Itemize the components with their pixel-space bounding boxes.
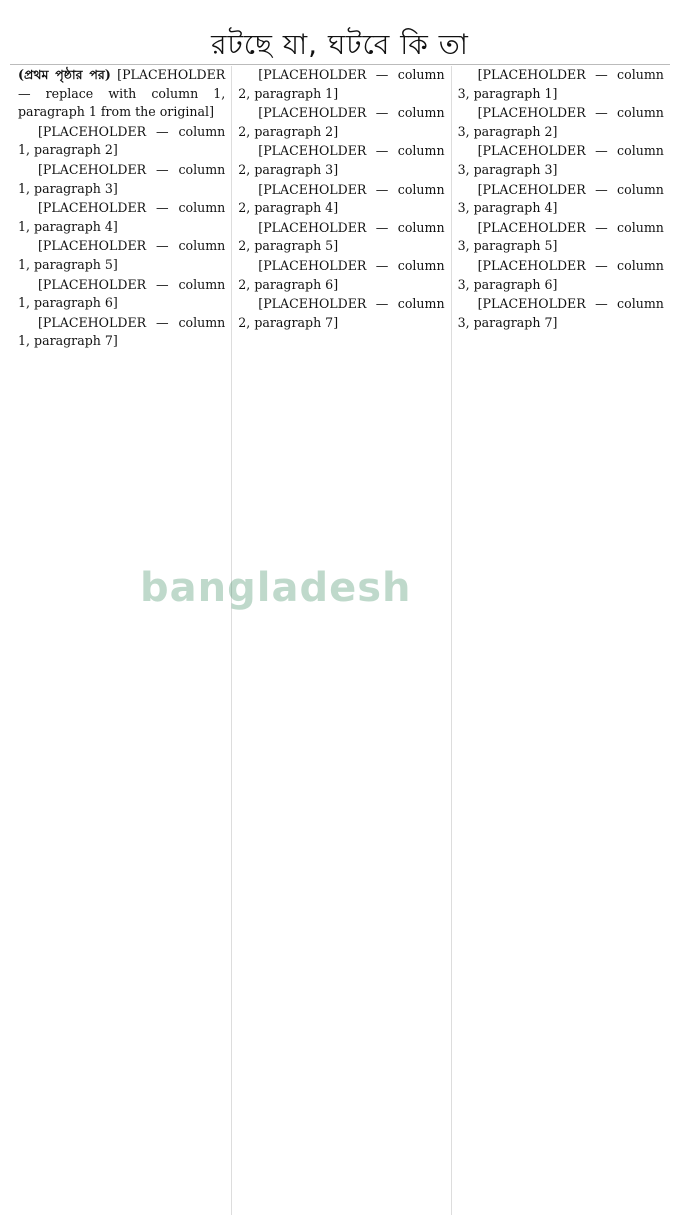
paragraph-5: [PLACEHOLDER — column 2, paragraph 5]	[238, 219, 445, 254]
paragraph-3: [PLACEHOLDER — column 3, paragraph 3]	[457, 143, 664, 177]
paragraph-7: [PLACEHOLDER — column 3, paragraph 7]	[457, 296, 664, 330]
paragraph-6: [PLACEHOLDER — column 2, paragraph 6]	[238, 257, 445, 292]
paragraph-1: [PLACEHOLDER — column 2, paragraph 1]	[238, 67, 445, 101]
paragraph-3: [PLACEHOLDER — column 2, paragraph 3]	[238, 143, 445, 177]
paragraph-1: [PLACEHOLDER — column 3, paragraph 1]	[457, 67, 664, 101]
paragraph-6: [PLACEHOLDER — column 3, paragraph 6]	[457, 257, 664, 292]
paragraph-7: [PLACEHOLDER — column 2, paragraph 7]	[238, 296, 445, 330]
continuation-label: (প্রথম পৃষ্ঠার পর)	[18, 67, 111, 82]
paragraph-5: [PLACEHOLDER — column 1, paragraph 5]	[18, 238, 226, 272]
paragraph-7: [PLACEHOLDER — column 1, paragraph 7]	[18, 314, 226, 349]
article-column-2	[231, 66, 450, 1215]
site-watermark: bangladesh	[140, 565, 412, 611]
paragraph-4: [PLACEHOLDER — column 1, paragraph 4]	[18, 200, 226, 234]
paragraph-2: [PLACEHOLDER — column 3, paragraph 2]	[457, 105, 664, 139]
article-headline: রটছে যা, ঘটবে কি তা	[211, 28, 469, 61]
paragraph-2: [PLACEHOLDER — column 1, paragraph 2]	[18, 123, 226, 158]
paragraph-4: [PLACEHOLDER — column 2, paragraph 4]	[238, 181, 445, 216]
page-bottom-edge	[0, 1217, 680, 1223]
article-column-3	[451, 66, 670, 1215]
headline-divider	[10, 64, 670, 65]
paragraph-5: [PLACEHOLDER — column 3, paragraph 5]	[457, 219, 664, 254]
paragraph-4: [PLACEHOLDER — column 3, paragraph 4]	[457, 181, 664, 216]
paragraph-text: [PLACEHOLDER — replace with column 1, paragraph 1 from the original]	[18, 67, 226, 120]
article-body	[12, 66, 670, 1215]
paragraph-1	[18, 66, 225, 122]
paragraph-2: [PLACEHOLDER — column 2, paragraph 2]	[238, 105, 445, 139]
paragraph-6: [PLACEHOLDER — column 1, paragraph 6]	[18, 276, 226, 311]
article-column-1	[12, 66, 231, 1215]
paragraph-3: [PLACEHOLDER — column 1, paragraph 3]	[18, 161, 226, 196]
